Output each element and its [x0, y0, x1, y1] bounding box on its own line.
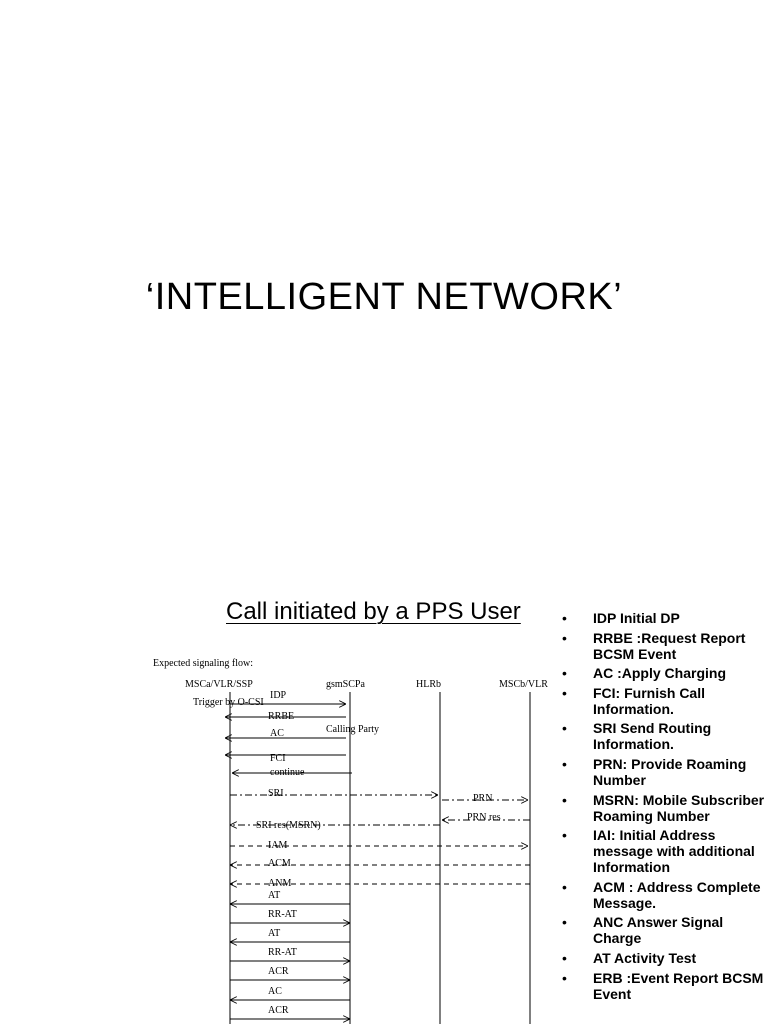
msg-label-prn: PRN: [473, 793, 493, 804]
msg-label-sri: SRI: [268, 788, 284, 799]
msg-label-continue: continue: [270, 767, 305, 778]
entity-gsmscpa: gsmSCPa: [326, 679, 365, 690]
msg-label-rrbe: RRBE: [268, 711, 295, 722]
list-item: • RRBE :Request Report BCSM Event: [562, 630, 768, 662]
msg-label-ac-2: AC: [268, 986, 282, 997]
msg-label-fci: FCI: [270, 753, 286, 764]
list-item: • ERB :Event Report BCSM Event: [562, 970, 768, 1002]
list-item: • AT Activity Test: [562, 950, 768, 966]
msg-label-at-2: AT: [268, 928, 281, 939]
msg-label-idp: IDP: [270, 690, 287, 701]
abbreviation-list: [562, 610, 768, 1005]
list-item: • FCI: Furnish Call Information.: [562, 685, 768, 717]
note-calling-party: Calling Party: [326, 724, 380, 735]
note-trigger: Trigger by O-CSI: [193, 697, 264, 708]
list-item: • MSRN: Mobile Subscriber Roaming Number: [562, 792, 768, 824]
entity-mscb: MSCb/VLR: [499, 679, 548, 690]
msg-label-iam: IAM: [268, 840, 288, 851]
list-item: • SRI Send Routing Information.: [562, 720, 768, 752]
msg-label-acr-2: ACR: [268, 1005, 289, 1016]
list-item: • IDP Initial DP: [562, 610, 768, 626]
diagram-caption: Expected signaling flow:: [153, 658, 253, 669]
list-item: • ANC Answer Signal Charge: [562, 914, 768, 946]
list-item: • PRN: Provide Roaming Number: [562, 756, 768, 788]
list-item: • IAI: Initial Address message with additional Information: [562, 827, 768, 875]
msg-label-acm: ACM: [268, 858, 291, 869]
slide-title: ‘INTELLIGENT NETWORK’: [145, 276, 623, 318]
msg-label-ac: AC: [270, 728, 284, 739]
entity-hlrb: HLRb: [416, 679, 441, 690]
list-item: • AC :Apply Charging: [562, 665, 768, 681]
msg-label-rr-at-1: RR-AT: [268, 909, 297, 920]
msg-label-acr-1: ACR: [268, 966, 289, 977]
msg-label-anm: ANM: [268, 878, 292, 889]
entity-msca: MSCa/VLR/SSP: [185, 679, 253, 690]
list-item: • ACM : Address Complete Message.: [562, 879, 768, 911]
msg-label-prn-res: PRN res: [467, 812, 501, 823]
msg-label-sri-res: SRI res(MSRN): [256, 820, 321, 831]
slide-subtitle: Call initiated by a PPS User: [226, 598, 521, 625]
msg-label-rr-at-2: RR-AT: [268, 947, 297, 958]
msg-label-at-1: AT: [268, 890, 281, 901]
